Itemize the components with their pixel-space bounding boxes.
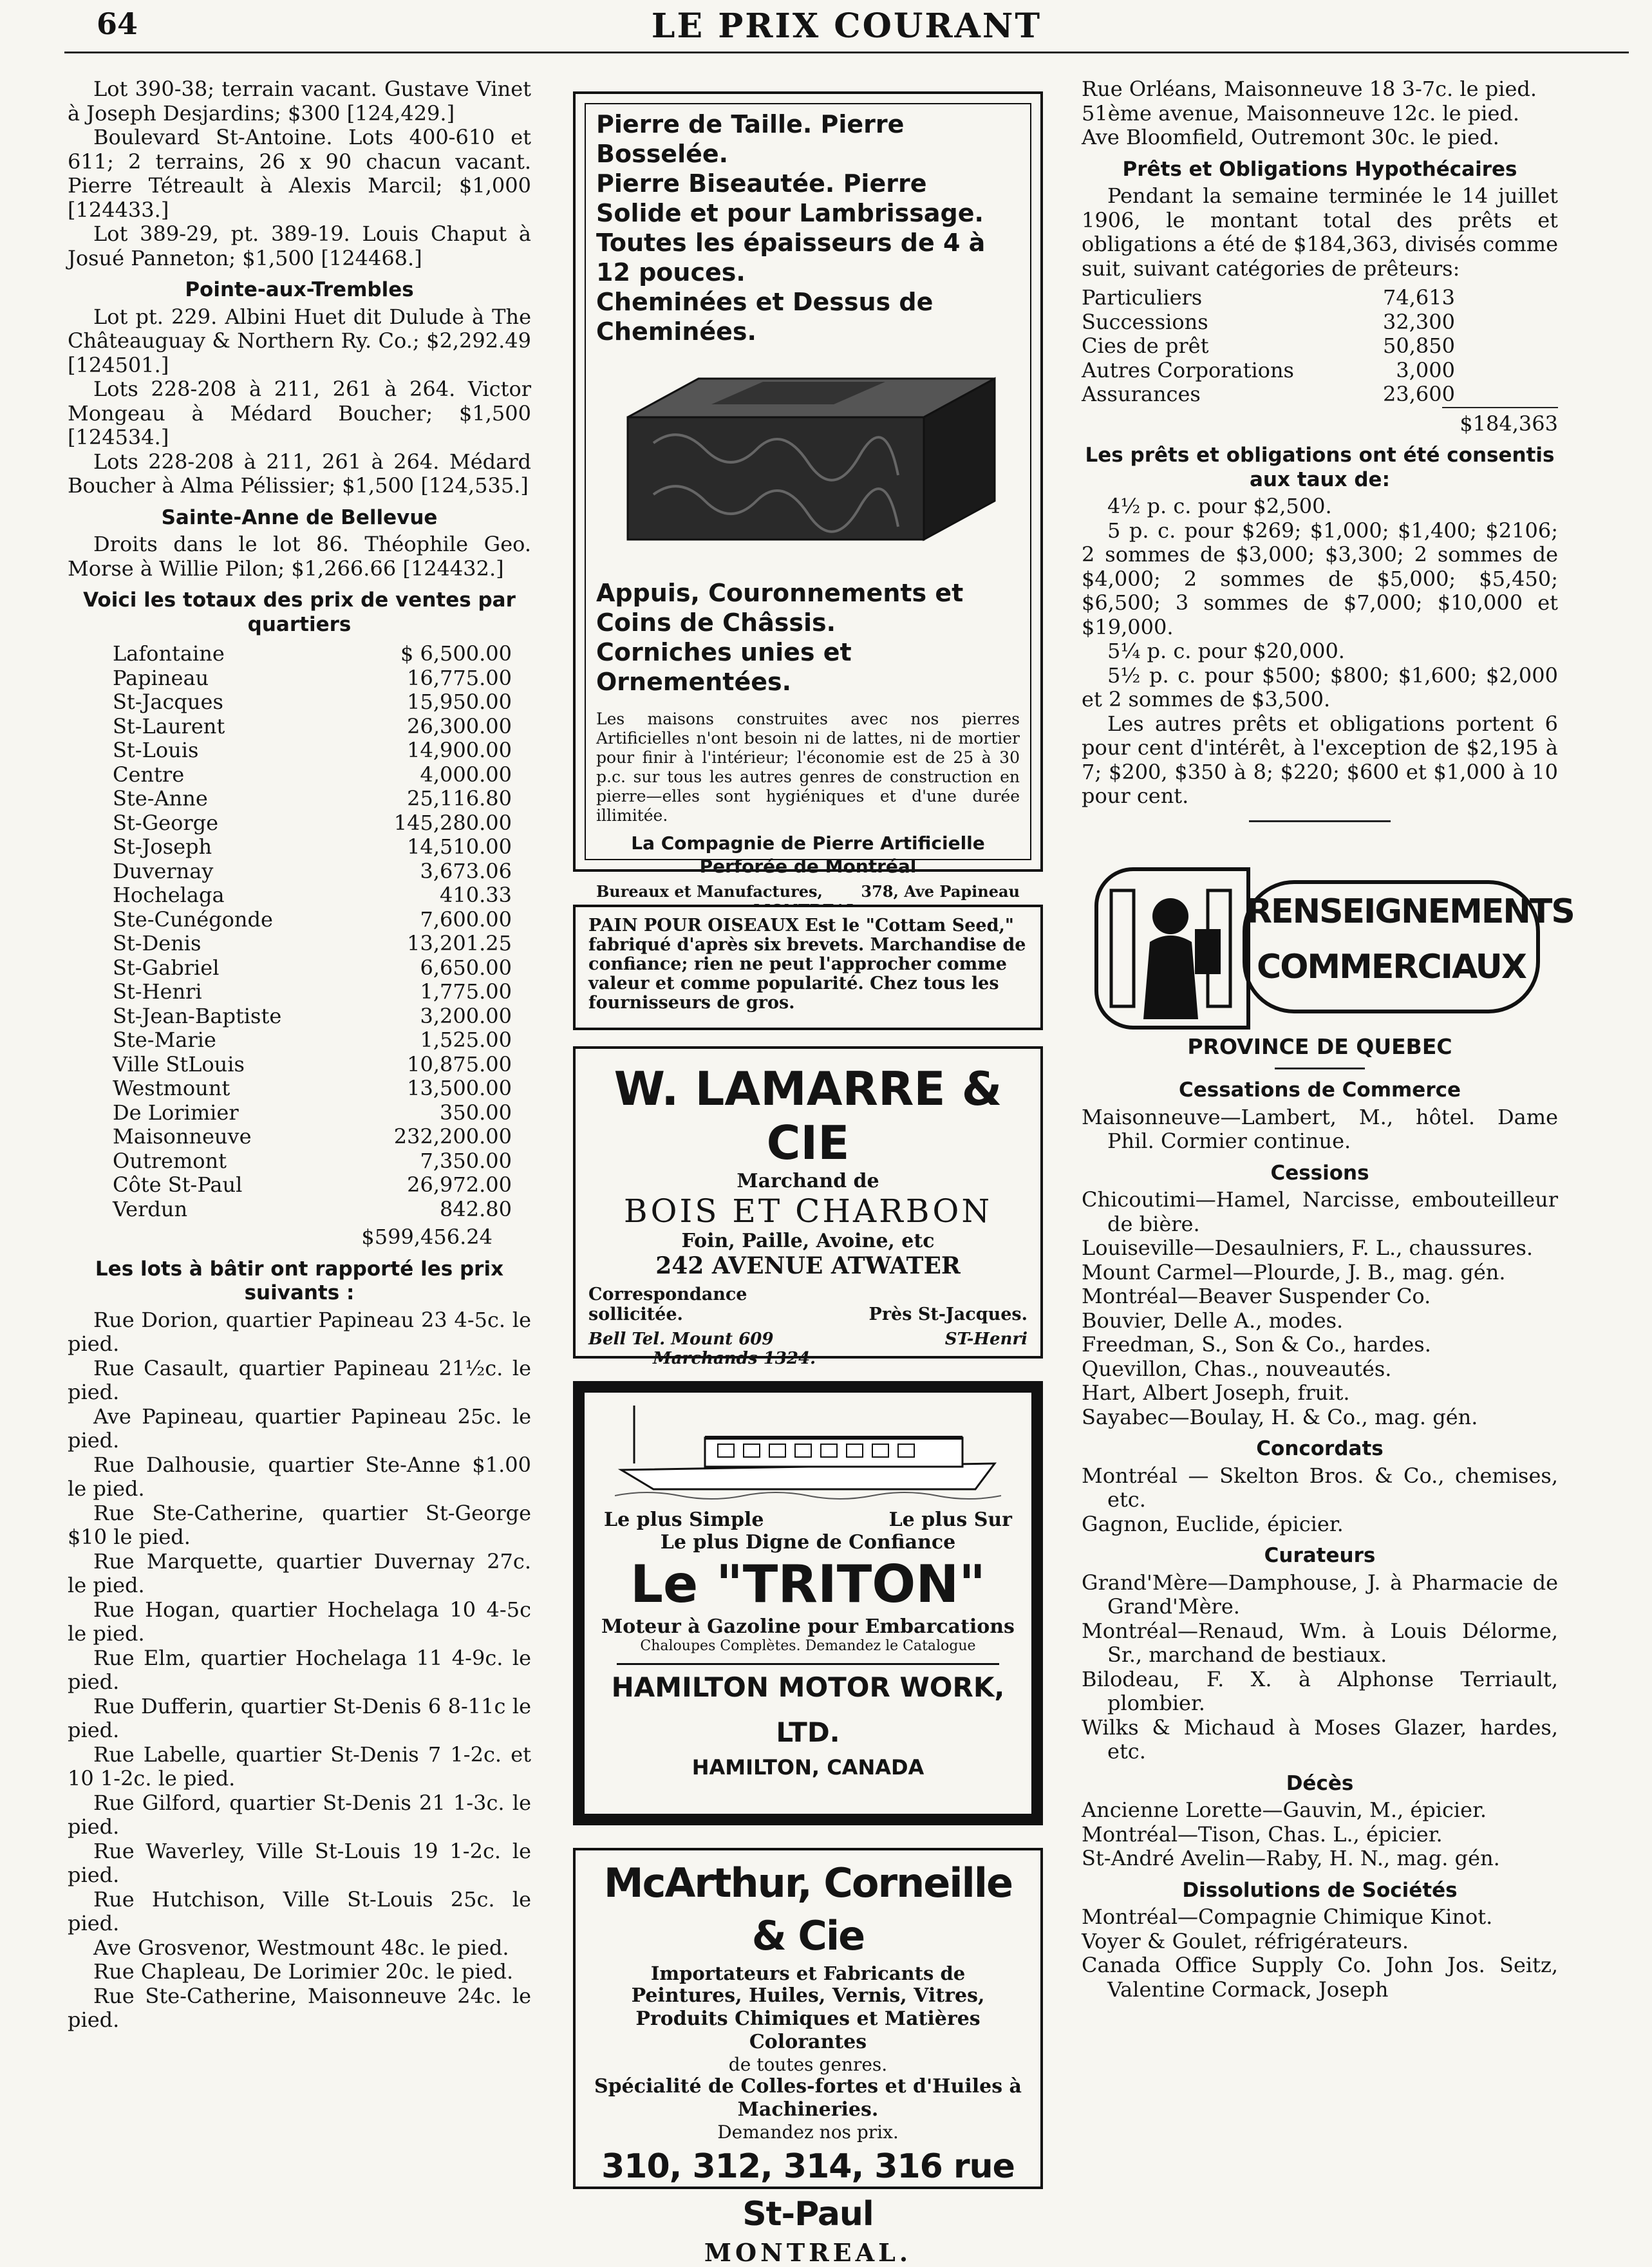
section-heading: Sainte-Anne de Bellevue [161,505,438,529]
entry: Pendant la semaine terminée le 14 juillet 1906, le montant total des prêts et obligations a été de $184,363, divisés comme suit, suivant catégories de prêteurs: [1082,183,1558,281]
row-value: 26,972.00 [407,1172,512,1197]
row-value: 842.80 [440,1196,512,1221]
list-item: Gagnon, Euclide, épicier. [1082,1511,1344,1536]
totals-row [113,642,512,666]
section-heading: Dissolutions de Sociétés [1182,1878,1458,1902]
list-item: Rue Dalhousie, quartier Ste-Anne $1.00 le pied. [68,1452,531,1501]
column-right [1082,77,1574,2002]
row-label: St-Jacques [113,690,223,714]
loans-total: $184,363 [1442,407,1558,437]
totals-row [113,860,512,884]
row-value: 3,000 [1396,357,1455,382]
product-name: Le "TRITON" [630,1554,986,1614]
ad-address: 310, 312, 314, 316 rue St-Paul [601,2147,1015,2234]
totals-row [113,1004,512,1029]
row-value: 25,116.80 [407,786,512,811]
list-item: Rue Casault, quartier Papineau 21½c. le pied. [68,1355,531,1404]
company-name: W. LAMARRE & CIE [614,1062,1002,1170]
list-item: Ave Grosvenor, Westmount 48c. le pied. [93,1935,509,1960]
section-heading: Prêts et Obligations Hypothécaires [1122,157,1517,181]
deces-list [1082,1798,1558,1871]
row-label: Verdun [113,1196,188,1221]
totals-row [113,980,512,1004]
totals-row [113,787,512,811]
row-value: 13,201.25 [407,931,512,955]
totals-row [113,883,512,908]
ad-line: de toutes genres. [728,2054,888,2075]
entry: Droits dans le lot 86. Théophile Geo. Morse à Willie Pilon; $1,266.66 [124432.] [68,532,531,581]
ad-line: Correspondance sollicitée. [588,1284,747,1324]
divider [1249,820,1391,822]
company-name: McArthur, Corneille & Cie [603,1859,1013,1959]
page-title: LE PRIX COURANT [651,6,1042,46]
lenders-table [1082,286,1455,407]
list-item: Rue Marquette, quartier Duvernay 27c. le pied. [68,1548,531,1597]
entry: Lots 228-208 à 211, 261 à 264. Victor Mongeau à Médard Boucher; $1,500 [124534.] [68,377,531,449]
entry: Ave Bloomfield, Outremont 30c. le pied. [1082,125,1499,149]
row-value: 350.00 [440,1100,512,1125]
totals-row [113,956,512,981]
totals-row [113,1028,512,1053]
totals-row [113,1149,512,1174]
ad-line: Près St-Jacques. [868,1304,1028,1324]
ad-pierre-artificielle [573,91,1043,901]
row-label: Westmount [113,1076,230,1100]
row-label: Centre [113,762,185,787]
lots-list [68,1308,531,2033]
row-value: 10,875.00 [407,1051,512,1077]
list-item: Voyer & Goulet, réfrigérateurs. [1082,1928,1409,1953]
row-label: St-Joseph [113,834,212,859]
cessions-list [1082,1188,1558,1429]
list-item: Ave Papineau, quartier Papineau 25c. le pied. [68,1404,531,1453]
totals-row [113,1077,512,1101]
list-item: Rue Ste-Catherine, quartier St-George $10 le pied. [68,1500,531,1549]
ad-city: HAMILTON, CANADA [691,1755,925,1780]
row-value: 410.33 [440,883,512,907]
column-left [68,77,531,2033]
ad-line: Importateurs et Fabricants de [650,1962,966,1984]
ad-bureaux: Bureaux et Manufactures, [596,882,823,901]
totals-row [113,666,512,691]
ad-line: Le plus Digne de Confiance [660,1531,956,1554]
row-label: Ste-Anne [113,786,208,811]
row-label: St-Henri [113,979,202,1004]
list-item: Rue Dufferin, quartier St-Denis 6 8-11c le pied. [68,1693,531,1742]
banner-line: RENSEIGNEMENTS [1246,892,1574,931]
list-item: Grand'Mère—Damphouse, J. à Pharmacie de Grand'Mère. [1082,1570,1558,1619]
banner-line: COMMERCIAUX [1257,947,1526,986]
entry: 5¼ p. c. pour $20,000. [1107,639,1345,663]
section-heading: Curateurs [1264,1544,1376,1567]
row-label: St-Laurent [113,713,225,738]
row-label: Particuliers [1082,285,1203,310]
row-value: 1,525.00 [420,1028,512,1052]
list-item: Rue Hutchison, Ville St-Louis 25c. le pied. [68,1886,531,1935]
section-heading: Cessations de Commerce [1178,1078,1461,1102]
page-header [64,0,1629,53]
company-name: HAMILTON MOTOR WORK, LTD. [611,1671,1005,1748]
row-value: 6,650.00 [420,955,512,980]
entry: Lot pt. 229. Albini Huet dit Dulude à The Châteauguay & Northern Ry. Co.; $2,292.49 [124501.] [68,304,531,377]
row-label: St-Jean-Baptiste [113,1003,282,1028]
row-value: 16,775.00 [407,665,512,690]
row-label: Ste-Cunégonde [113,907,273,932]
ad-address: 378, Ave Papineau [861,882,1020,901]
row-value: 14,900.00 [407,738,512,762]
list-item: Wilks & Michaud à Moses Glazer, hardes, etc. [1082,1715,1558,1764]
row-value: 1,775.00 [420,979,512,1004]
list-item: Freedman, S., Son & Co., hardes. [1082,1332,1431,1357]
list-item: Montréal—Renaud, Wm. à Louis Délorme, Sr., marchand de bestiaux. [1082,1618,1558,1667]
ad-address: 242 AVENUE ATWATER [655,1252,961,1279]
section-heading: Les lots à bâtir ont rapporté les prix suivants : [95,1257,504,1304]
province-heading: PROVINCE DE QUEBEC [1187,1033,1452,1059]
list-item: Chicoutimi—Hamel, Narcisse, embouteilleur de bière. [1082,1187,1558,1236]
ad-line: Moteur à Gazoline pour Embarcations [601,1615,1015,1638]
row-label: Ste-Marie [113,1028,216,1052]
totals-row [113,715,512,739]
totals-row [113,1053,512,1077]
ad-city: MONTREAL. [704,2238,912,2267]
list-item: Rue Hogan, quartier Hochelaga 10 4-5c le pied. [68,1597,531,1646]
section-heading: Concordats [1256,1437,1384,1460]
row-value: 13,500.00 [407,1076,512,1100]
ad-line: Le plus Sur [888,1509,1012,1531]
row-value: 15,950.00 [407,690,512,714]
list-item: Rue Waverley, Ville St-Louis 19 1-2c. le pied. [68,1838,531,1887]
totals-row [113,932,512,956]
list-item: Rue Gilford, quartier St-Denis 21 1-3c. le pied. [68,1790,531,1839]
row-value: 4,000.00 [420,762,512,787]
list-item: Hart, Albert Joseph, fruit. [1082,1380,1350,1405]
lender-row [1082,310,1455,335]
totals-row [113,1125,512,1149]
section-heading: Les prêts et obligations ont été consentis aux taux de: [1085,444,1555,491]
row-label: Outremont [113,1148,227,1173]
totals-row [113,738,512,763]
totals-row [113,835,512,860]
entry: 4½ p. c. pour $2,500. [1107,494,1332,518]
entry: Boulevard St-Antoine. Lots 400-610 et 611; 2 terrains, 26 x 90 chacun vacant. Pierre Tétreault à Alexis Marcil; $1,000 [124433.] [68,125,531,222]
row-label: Assurances [1082,382,1201,406]
row-label: Papineau [113,665,209,690]
ad-line: Bell Tel. Mount 609 [588,1330,774,1349]
ad-line: Chaloupes Complètes. Demandez le Catalogue [640,1638,976,1654]
totals-row [113,690,512,715]
row-value: 232,200.00 [393,1124,512,1149]
grand-total: $599,456.24 [361,1225,493,1249]
list-item: Quevillon, Chas., nouveautés. [1082,1356,1392,1381]
row-label: St-Louis [113,738,199,762]
ad-mcarthur [573,1848,1043,2267]
list-item: Rue Labelle, quartier St-Denis 7 1-2c. et 10 1-2c. le pied. [68,1742,531,1791]
list-item: Rue Dorion, quartier Papineau 23 4-5c. le pied. [68,1307,531,1356]
ad-line: Le plus Simple [604,1509,764,1531]
totals-row [113,908,512,932]
ad-lamarre [573,1046,1043,1368]
list-item: Montréal—Beaver Suspender Co. [1082,1284,1431,1308]
row-label: St-Gabriel [113,955,220,980]
concordats-list [1082,1464,1558,1537]
entry: 5 p. c. pour $269; $1,000; $1,400; $2106; 2 sommes de $3,000; $3,300; 2 sommes de $4,000; 2 sommes de $5,000; $5,450; $6,500; 3 sommes de $7,000; $10,000 et $19,000. [1082,518,1558,639]
ad-line: Marchand de [737,1170,879,1192]
ad-line: Pierre de Taille. Pierre Bosselée. [596,110,905,168]
list-item: Bouvier, Delle A., modes. [1082,1308,1344,1333]
entry: Lot 389-29, pt. 389-19. Louis Chaput à Josué Panneton; $1,500 [124468.] [68,221,531,270]
list-item: Montréal — Skelton Bros. & Co., chemises, etc. [1082,1463,1558,1512]
list-item: Bilodeau, F. X. à Alphonse Terriault, plombier. [1082,1666,1558,1715]
entry: 5½ p. c. pour $500; $800; $1,600; $2,000 et 2 sommes de $3,500. [1082,663,1558,711]
totals-row [113,1198,512,1222]
row-label: Côte St-Paul [113,1172,243,1197]
ad-line: ST-Henri [944,1330,1028,1349]
row-label: Ville StLouis [113,1051,245,1077]
ad-pain-oiseaux: PAIN POUR OISEAUX Est le "Cottam Seed," fabriqué d'après six brevets. Marchandise de confiance; rien ne peut l'approcher comme valeur et comme popularité. Chez tous les fournisseurs de gros. [573,905,1043,1030]
ad-line: BOIS ET CHARBON [623,1192,993,1230]
curateurs-list [1082,1571,1558,1764]
list-item: Rue Chapleau, De Lorimier 20c. le pied. [93,1959,514,1984]
renseignements-banner [1094,861,1574,1028]
row-label: Maisonneuve [113,1124,252,1149]
ad-line: Corniches unies et Ornementées. [596,638,852,696]
lender-row [1082,382,1455,407]
row-value: 145,280.00 [393,810,512,835]
list-item: Sayabec—Boulay, H. & Co., mag. gén. [1082,1404,1478,1429]
row-label: Cies de prêt [1082,334,1209,358]
boat-illustration [615,1399,1001,1509]
clerk-figure-icon [1094,867,1250,1030]
lender-row [1082,359,1455,383]
list-item: St-André Avelin—Raby, H. N., mag. gén. [1082,1846,1500,1870]
ad-line: Demandez nos prix. [717,2121,899,2143]
cessations-list [1082,1105,1558,1154]
row-label: Lafontaine [113,641,225,666]
entry: Les autres prêts et obligations portent 6 pour cent d'intérêt, à l'exception de $2,195 à 7; $200, $350 à 8; $220; $600 et $1,000 à 10 pour cent. [1082,711,1558,808]
banner-title [1243,880,1574,1013]
totals-row [113,1173,512,1198]
row-label: Hochelaga [113,883,225,907]
section-heading: Cessions [1270,1161,1369,1185]
row-value: 3,673.06 [420,858,512,883]
totals-row [113,1101,512,1125]
ad-line: Marchands 1324. [653,1349,816,1368]
list-item: Canada Office Supply Co. John Jos. Seitz, Valentine Cormack, Joseph [1082,1953,1558,2002]
section-heading: Pointe-aux-Trembles [185,278,414,301]
entry: 51ème avenue, Maisonneuve 12c. le pied. [1082,100,1520,126]
ad-line: Pierre Biseautée. Pierre Solide et pour Lambrissage. Toutes les épaisseurs de 4 à 12 pouces. [596,169,986,287]
list-item: Montréal—Tison, Chas. L., épicier. [1082,1821,1443,1847]
row-value: 23,600 [1383,382,1455,406]
row-label: Autres Corporations [1082,357,1294,382]
ad-line: Peintures, Huiles, Vernis, Vitres, Produits Chimiques et Matières Colorantes [631,1984,985,2053]
divider [1275,1068,1365,1069]
page-number: 64 [97,6,138,41]
ad-line: Foin, Paille, Avoine, etc [681,1230,935,1252]
list-item: Rue Ste-Catherine, Maisonneuve 24c. le pied. [68,1983,531,2032]
totals-row [113,763,512,787]
row-value: 74,613 [1383,285,1455,310]
row-value: $ 6,500.00 [400,641,512,666]
row-value: 50,850 [1383,334,1455,358]
list-item: Montréal—Compagnie Chimique Kinot. [1082,1905,1493,1929]
list-item: Rue Elm, quartier Hochelaga 11 4-9c. le pied. [68,1645,531,1694]
list-item: Mount Carmel—Plourde, J. B., mag. gén. [1082,1259,1506,1284]
row-label: De Lorimier [113,1100,239,1125]
row-value: 3,200.00 [420,1003,512,1028]
list-item: Ancienne Lorette—Gauvin, M., épicier. [1082,1798,1487,1822]
row-value: 7,350.00 [420,1148,512,1173]
ad-triton [573,1381,1043,1825]
row-label: St-Denis [113,931,202,955]
row-label: St-George [113,810,219,835]
lender-row [1082,334,1455,359]
totals-table [113,642,512,1221]
dissolutions-list [1082,1905,1558,2002]
row-value: 32,300 [1383,309,1455,334]
ad-line: Spécialité de Colles-fortes et d'Huiles à Machineries. [594,2075,1022,2121]
row-label: Successions [1082,309,1208,334]
stone-block-illustration [615,366,1001,552]
ad-description: Les maisons construites avec nos pierres Artificielles n'ont besoin ni de lattes, ni de mortier pour finir à l'intérieur; l'économie est de 25 à 30 p.c. sur tous les autres genres de construction en pierre—elles sont hygiéniques et d'une durée illimitée. [596,710,1020,825]
ad-line: Cheminées et Dessus de Cheminées. [596,288,934,346]
section-heading: Décès [1286,1771,1354,1795]
list-item: Louiseville—Desaulniers, F. L., chaussures. [1082,1236,1534,1260]
company-name: La Compagnie de Pierre Artificielle Perforée de Montréal [631,832,985,877]
section-heading: Voici les totaux des prix de ventes par quartiers [83,588,516,636]
lender-row [1082,286,1455,310]
totals-row [113,811,512,836]
entry: Lots 228-208 à 211, 261 à 264. Médard Boucher à Alma Pélissier; $1,500 [124,535.] [68,449,531,498]
row-label: Duvernay [113,858,214,883]
list-item: Maisonneuve—Lambert, M., hôtel. Dame Phil. Cormier continue. [1082,1104,1558,1153]
row-value: 14,510.00 [407,834,512,859]
row-value: 26,300.00 [407,713,512,738]
ad-line: Appuis, Couronnements et Coins de Châssis. [596,579,964,637]
entry: Rue Orléans, Maisonneuve 18 3-7c. le pied. [1082,77,1537,101]
row-value: 7,600.00 [420,907,512,932]
entry: Lot 390-38; terrain vacant. Gustave Vinet à Joseph Desjardins; $300 [124,429.] [68,77,531,126]
